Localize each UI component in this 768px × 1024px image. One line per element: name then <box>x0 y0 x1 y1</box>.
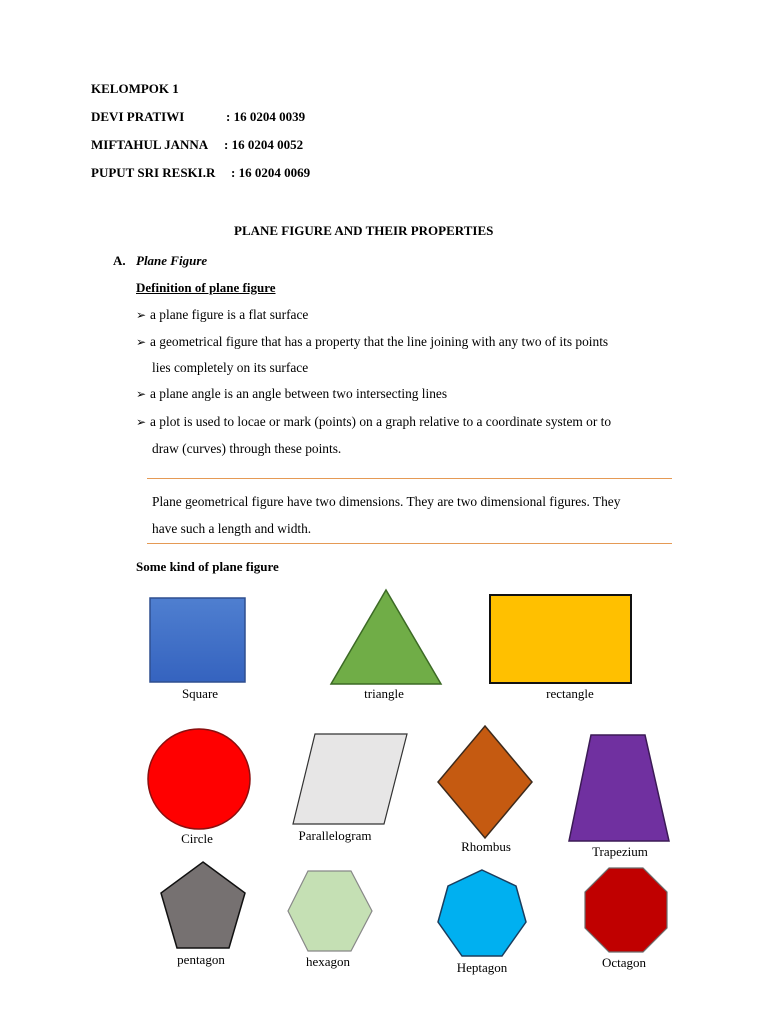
circle-shape <box>146 727 252 831</box>
bullet-item: ➢ a geometrical figure that has a property that the line joining with any two of its points <box>136 334 609 349</box>
member-name: DEVI PRATIWI <box>91 109 185 124</box>
pentagon-shape <box>159 860 247 950</box>
arrow-bullet-icon: ➢ <box>136 335 147 349</box>
square-shape <box>148 596 248 684</box>
bullet-item: ➢ a plane angle is an angle between two intersecting lines <box>136 386 448 401</box>
member-id: : 16 0204 0052 <box>224 137 304 152</box>
shape-label-triangle: triangle <box>364 686 404 701</box>
octagon-shape <box>583 866 669 954</box>
triangle-shape <box>329 588 443 686</box>
bullet-item: ➢ a plot is used to locae or mark (points) on a graph relative to a coordinate system or to <box>136 414 612 429</box>
arrow-bullet-icon: ➢ <box>136 415 147 429</box>
shape-label-heptagon: Heptagon <box>456 960 508 975</box>
note-line: have such a length and width. <box>152 521 312 536</box>
note-line: Plane geometrical figure have two dimensions. They are two dimensional figures. They <box>152 494 621 509</box>
trapezium-shape <box>567 733 671 843</box>
shape-label-octagon: Octagon <box>601 955 647 970</box>
shape-label-rectangle: rectangle <box>546 686 594 701</box>
note-bottom-rule <box>147 543 672 544</box>
bullet-continuation: draw (curves) through these points. <box>152 441 342 456</box>
kinds-heading: Some kind of plane figure <box>136 559 279 574</box>
rhombus-shape <box>436 724 534 840</box>
member-id: : 16 0204 0069 <box>231 165 311 180</box>
arrow-bullet-icon: ➢ <box>136 387 147 401</box>
section-title: Plane Figure <box>136 253 208 268</box>
member-name: MIFTAHUL JANNA <box>91 137 209 152</box>
heptagon-shape <box>436 868 528 960</box>
shape-label-parallelogram: Parallelogram <box>298 828 372 843</box>
arrow-bullet-icon: ➢ <box>136 308 147 322</box>
shape-label-circle: Circle <box>181 831 213 846</box>
hexagon-shape <box>286 869 374 953</box>
rectangle-shape <box>488 593 634 685</box>
parallelogram-shape <box>291 732 409 826</box>
shape-label-rhombus: Rhombus <box>461 839 511 854</box>
shape-label-hexagon: hexagon <box>305 954 351 969</box>
definition-heading: Definition of plane figure <box>136 280 276 295</box>
section-letter: A. <box>113 253 126 268</box>
bullet-continuation: lies completely on its surface <box>152 360 309 375</box>
note-top-rule <box>147 478 672 479</box>
shape-label-pentagon: pentagon <box>177 952 225 967</box>
page-title: PLANE FIGURE AND THEIR PROPERTIES <box>234 223 494 238</box>
group-title: KELOMPOK 1 <box>91 81 179 96</box>
bullet-item: ➢ a plane figure is a flat surface <box>136 307 309 322</box>
member-id: : 16 0204 0039 <box>226 109 306 124</box>
shape-label-square: Square <box>181 686 219 701</box>
member-name: PUPUT SRI RESKI.R <box>91 165 216 180</box>
shape-label-trapezium: Trapezium <box>592 844 648 859</box>
